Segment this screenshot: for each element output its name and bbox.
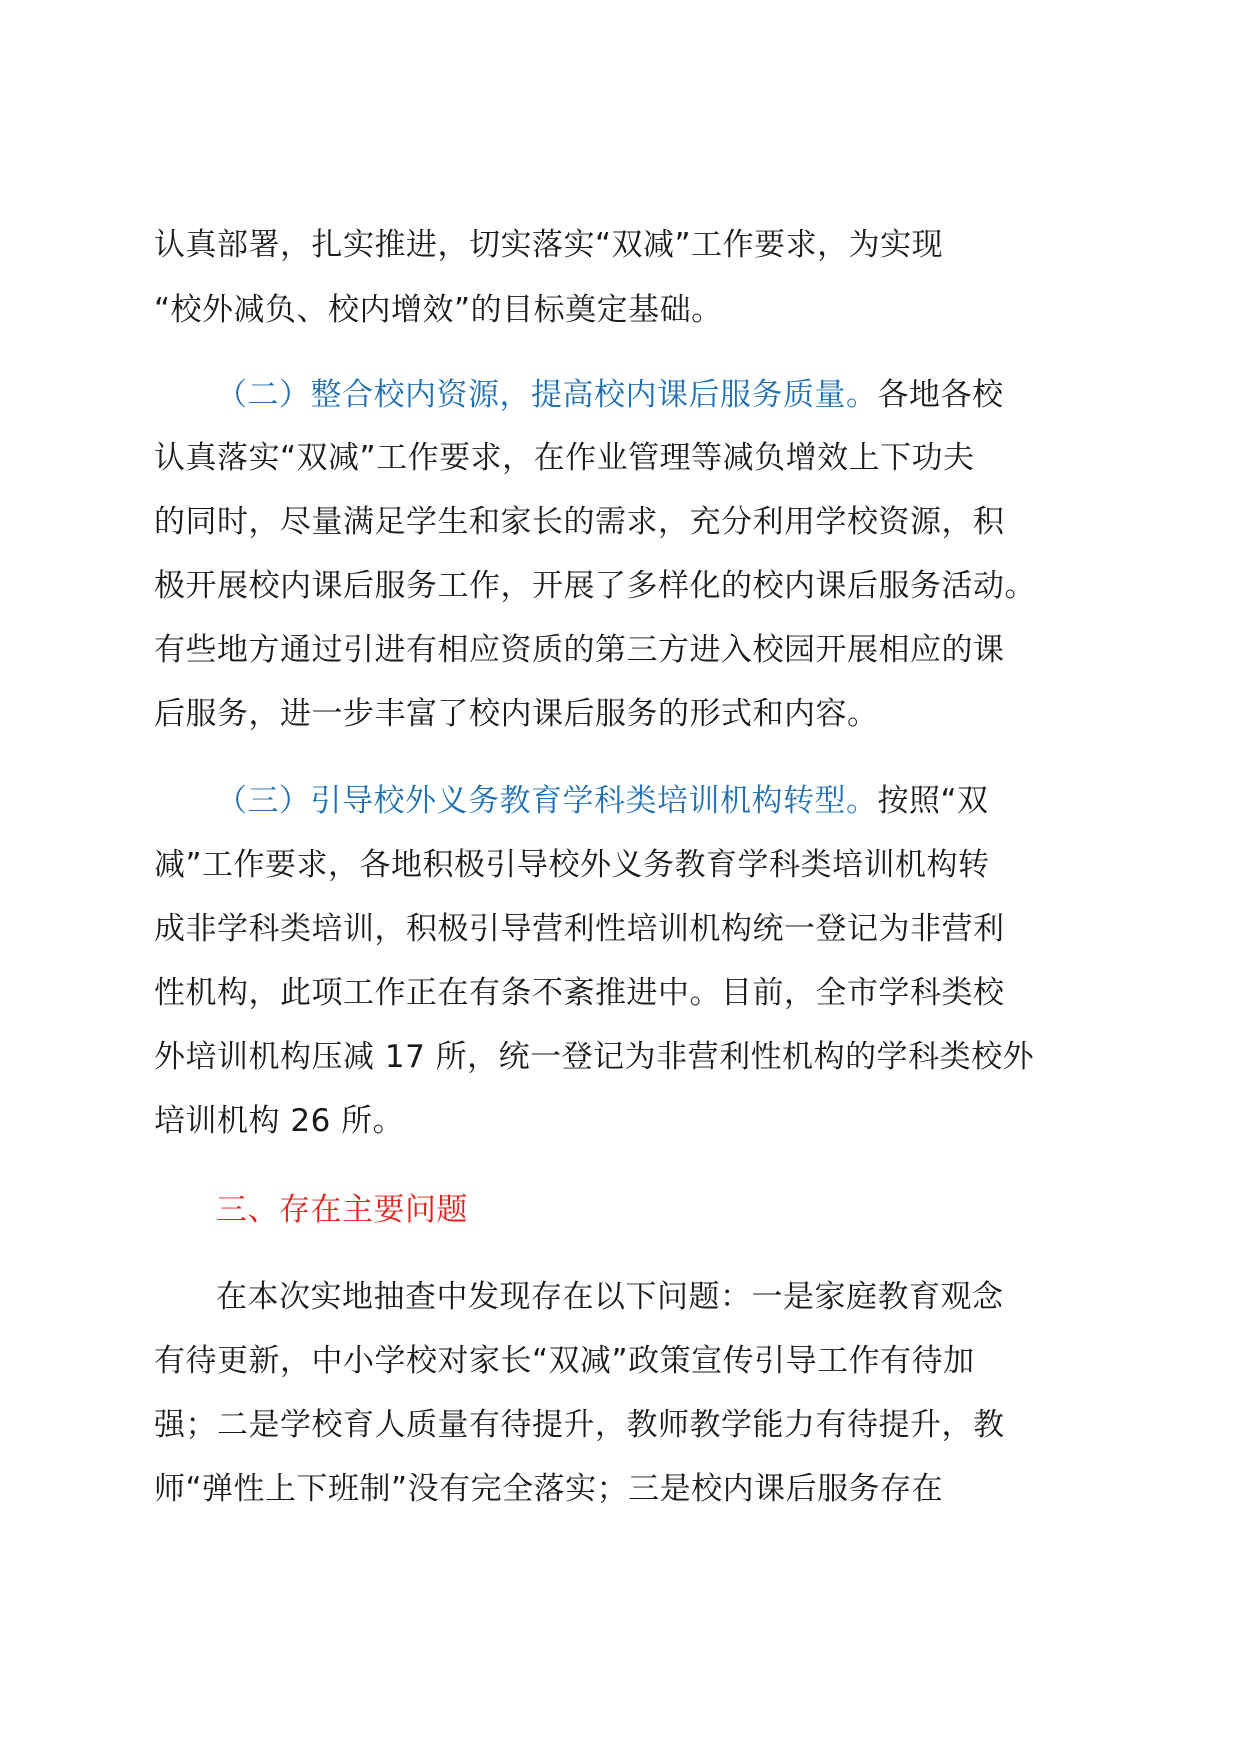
paragraph-text: 各地各校 xyxy=(877,377,1004,413)
paragraph-line: 有待更新，中小学校对家长“双减”政策宣传引导工作有待加 xyxy=(154,1343,975,1379)
section-heading: 三、存在主要问题 xyxy=(216,1192,468,1228)
paragraph-line: 认真落实“双减”工作要求，在作业管理等减负增效上下功夫 xyxy=(154,440,975,476)
paragraph-line: 极开展校内课后服务工作，开展了多样化的校内课后服务活动。 xyxy=(154,568,1036,604)
paragraph-line xyxy=(216,375,1096,415)
paragraph-line: 培训机构 26 所。 xyxy=(154,1103,405,1139)
paragraph-line: 成非学科类培训，积极引导营利性培训机构统一登记为非营利 xyxy=(154,911,1005,947)
paragraph-line: 性机构，此项工作正在有条不紊推进中。目前，全市学科类校 xyxy=(154,975,1005,1011)
paragraph-line: 强；二是学校育人质量有待提升，教师教学能力有待提升，教 xyxy=(154,1407,1005,1443)
paragraph-line: 外培训机构压减 17 所，统一登记为非营利性机构的学科类校外 xyxy=(154,1039,1035,1075)
paragraph-line: 在本次实地抽查中发现存在以下问题：一是家庭教育观念 xyxy=(216,1279,1004,1315)
paragraph-text: 按照“双 xyxy=(877,783,989,819)
section-subheading: （二）整合校内资源，提高校内课后服务质量。 xyxy=(216,377,878,413)
paragraph-line: 减”工作要求，各地积极引导校外义务教育学科类培训机构转 xyxy=(154,847,990,883)
paragraph-line: 认真部署，扎实推进，切实落实“双减”工作要求，为实现 xyxy=(154,227,944,263)
paragraph-line: 的同时，尽量满足学生和家长的需求，充分利用学校资源，积 xyxy=(154,504,1005,540)
paragraph-line: 师“弹性上下班制”没有完全落实；三是校内课后服务存在 xyxy=(154,1471,944,1507)
section-subheading: （三）引导校外义务教育学科类培训机构转型。 xyxy=(216,783,878,819)
paragraph-line: 有些地方通过引进有相应资质的第三方进入校园开展相应的课 xyxy=(154,632,1005,668)
paragraph-line: “校外减负、校内增效”的目标奠定基础。 xyxy=(154,292,723,328)
paragraph-line: 后服务，进一步丰富了校内课后服务的形式和内容。 xyxy=(154,696,879,732)
paragraph-line xyxy=(216,781,1096,821)
